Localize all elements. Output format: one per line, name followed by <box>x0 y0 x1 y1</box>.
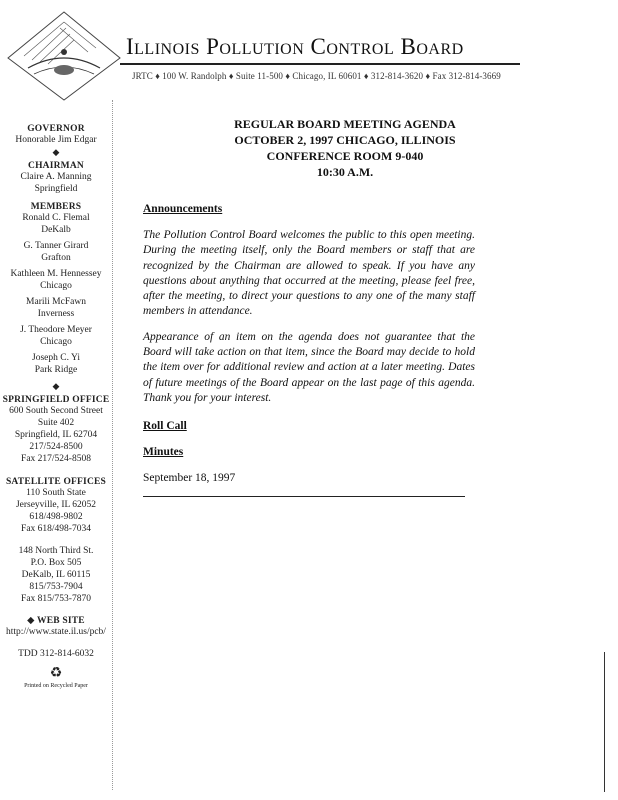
board-title: Illinois Pollution Control Board <box>126 34 464 59</box>
satellite-offices-heading: SATELLITE OFFICES <box>5 477 107 487</box>
satellite-address-line: P.O. Box 505 <box>30 558 82 568</box>
recycled-paper-note: Printed on Recycled Paper <box>24 683 88 689</box>
agenda-date-location: OCTOBER 2, 1997 CHICAGO, ILLINOIS <box>234 133 456 147</box>
website-heading: ◆ WEB SITE <box>27 616 85 626</box>
agenda-body <box>143 203 475 497</box>
springfield-address-line: Suite 402 <box>37 418 75 428</box>
satellite-address-line: Jerseyville, IL 62052 <box>15 500 97 510</box>
minutes-date: September 18, 1997 <box>143 472 236 485</box>
member-name: Joseph C. Yi <box>32 353 80 363</box>
member-name: Kathleen M. Hennessey <box>10 269 102 279</box>
satellite-phone: 815/753-7904 <box>29 582 83 592</box>
diamond-icon: ◆ <box>27 616 38 626</box>
springfield-fax: Fax 217/524-8508 <box>21 454 91 464</box>
member-name: Ronald C. Flemal <box>22 213 90 223</box>
satellite-phone: 618/498-9802 <box>29 512 83 522</box>
roll-call-heading: Roll Call <box>143 420 187 433</box>
agenda-heading <box>180 116 510 180</box>
agenda-room: CONFERENCE ROOM 9-040 <box>266 149 424 163</box>
member-city: Grafton <box>41 253 71 263</box>
members-heading: MEMBERS <box>30 202 82 212</box>
satellite-fax: Fax 618/498-7034 <box>21 524 91 534</box>
governor-heading: GOVERNOR <box>27 124 85 134</box>
satellite-address-line: DeKalb, IL 60115 <box>21 570 91 580</box>
header-divider <box>120 63 520 65</box>
margin-rule <box>604 652 605 792</box>
member-name: J. Theodore Meyer <box>20 325 92 335</box>
website-url: http://www.state.il.us/pcb/ <box>6 627 106 637</box>
chairman-name: Claire A. Manning <box>20 172 92 182</box>
springfield-office-heading: SPRINGFIELD OFFICE <box>2 395 110 405</box>
tdd-number: TDD 312-814-6032 <box>18 649 94 659</box>
announcements-paragraph-2: Appearance of an item on the agenda does not guarantee that the Board will take action on that item, since the Board may decide to hold the item over for additional review and action at a later meeting. Dates of future meetings of the Board appear on the last page of this agenda. Thank you for your interest. <box>143 330 475 404</box>
signature-line <box>143 496 465 497</box>
board-address: JRTC ♦ 100 W. Randolph ♦ Suite 11-500 ♦ Chicago, IL 60601 ♦ 312-814-3620 ♦ Fax 312-814-3669 <box>132 71 501 81</box>
recycle-icon: ♻ <box>49 666 63 681</box>
announcements-heading: Announcements <box>143 203 223 215</box>
member-city: DeKalb <box>41 225 71 235</box>
member-city: Park Ridge <box>34 365 78 375</box>
minutes-heading: Minutes <box>143 446 184 459</box>
diamond-icon: ◆ <box>52 147 60 157</box>
agenda-title: REGULAR BOARD MEETING AGENDA <box>234 117 456 131</box>
springfield-phone: 217/524-8500 <box>29 442 83 452</box>
agenda-time: 10:30 A.M. <box>316 165 374 179</box>
letterhead-sidebar <box>0 100 113 790</box>
springfield-address-line: 600 South Second Street <box>9 406 103 416</box>
member-city: Inverness <box>37 309 75 319</box>
announcements-paragraph-1: The Pollution Control Board welcomes the public to this open meeting. During the meeting itself, only the Board members or staff that are recognized by the Chairman are allowed to speak. If you have any questions about anything that occurred at the meeting, please feel free, after the meeting, to direct your questions to any one of the many staff members in attendance. <box>143 229 475 318</box>
member-name: G. Tanner Girard <box>23 241 89 251</box>
satellite-address-line: 148 North Third St. <box>18 546 94 556</box>
chairman-heading: CHAIRMAN <box>28 161 84 171</box>
diamond-icon: ◆ <box>52 381 60 391</box>
satellite-address-line: 110 South State <box>26 488 86 498</box>
satellite-fax: Fax 815/753-7870 <box>21 594 91 604</box>
state-seal-logo <box>4 8 124 103</box>
member-name: Marili McFawn <box>26 297 86 307</box>
springfield-address-line: Springfield, IL 62704 <box>14 430 98 440</box>
member-city: Chicago <box>40 337 72 347</box>
governor-name: Honorable Jim Edgar <box>15 135 97 145</box>
chairman-city: Springfield <box>34 184 78 194</box>
member-city: Chicago <box>40 281 72 291</box>
